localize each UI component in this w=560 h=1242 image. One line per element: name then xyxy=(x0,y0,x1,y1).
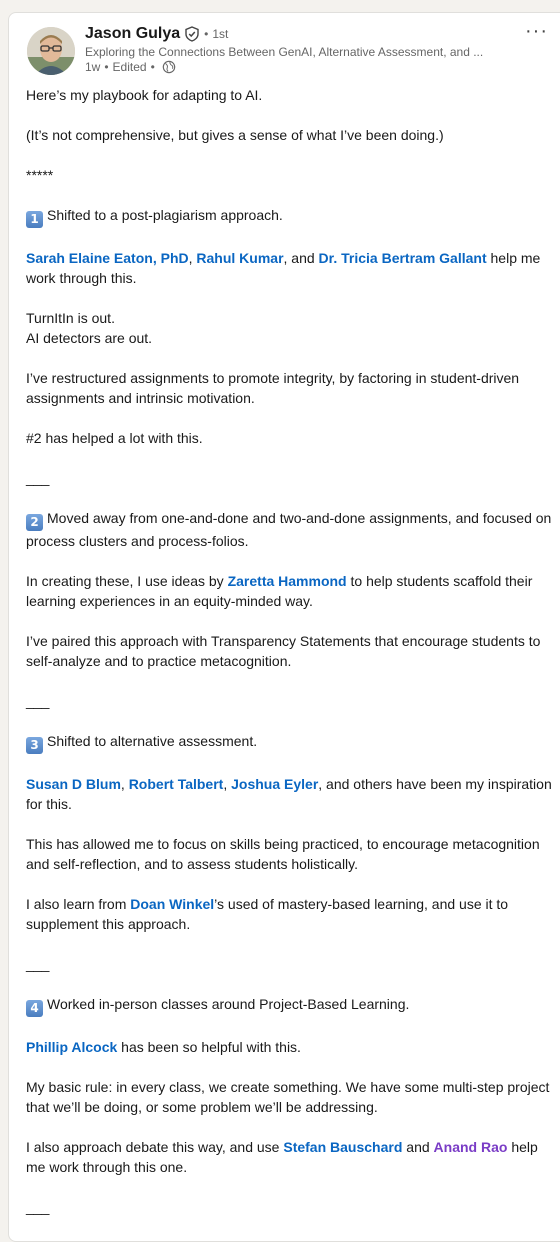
section-separator: ___ xyxy=(26,956,50,972)
text: to help students scaffold their learning experiences in an equity-minded way. xyxy=(26,573,533,609)
section-separator: ___ xyxy=(26,1199,50,1215)
text: In creating these, I use ideas by xyxy=(26,573,228,589)
heading-text: Moved away from one-and-done and two-and-done assignments, and focused on process clusters and process-folios. xyxy=(26,510,552,549)
mention-link[interactable]: Phillip Alcock xyxy=(26,1039,118,1055)
text: help me work through this. xyxy=(26,250,541,286)
keycap-three-icon: 3 xyxy=(26,737,43,754)
mention-link[interactable]: Joshua Eyler xyxy=(231,776,319,792)
verified-shield-icon xyxy=(184,26,200,42)
section-heading xyxy=(26,994,560,1017)
mention-link[interactable]: Sarah Elaine Eaton, PhD xyxy=(26,250,189,266)
keycap-one-icon: 1 xyxy=(26,211,43,228)
post-paragraph: #2 has helped a lot with this. xyxy=(26,430,203,446)
text: I also approach debate this way, and use xyxy=(26,1139,284,1155)
stars-divider: ***** xyxy=(26,167,54,183)
mention-link[interactable]: Susan D Blum xyxy=(26,776,121,792)
text: I also learn from xyxy=(26,896,131,912)
post-line: TurnItIn is out. xyxy=(26,310,115,326)
text: , and xyxy=(283,250,319,266)
post-paragraph xyxy=(26,894,560,934)
section-separator: ___ xyxy=(26,693,50,709)
mention-link[interactable]: Zaretta Hammond xyxy=(227,573,347,589)
keycap-four-icon: 4 xyxy=(26,1000,43,1017)
post-paragraph: Here’s my playbook for adapting to AI. xyxy=(26,87,263,103)
text: , xyxy=(188,250,197,266)
mention-link[interactable]: Dr. Tricia Bertram Gallant xyxy=(318,250,487,266)
keycap-two-icon: 2 xyxy=(26,514,43,531)
post-paragraph: (It’s not comprehensive, but gives a sense of what I’ve been doing.) xyxy=(26,127,444,143)
section-heading xyxy=(26,508,560,551)
post-paragraph: I’ve paired this approach with Transparency Statements that encourage students to self-analyze and to practice metacognition. xyxy=(26,633,541,669)
text: and xyxy=(402,1139,434,1155)
author-name[interactable]: Jason Gulya xyxy=(85,25,181,42)
post-line: AI detectors are out. xyxy=(26,330,153,346)
avatar-photo xyxy=(27,27,75,75)
section-heading xyxy=(26,205,560,228)
connection-degree: 1st xyxy=(212,27,229,41)
text: ’s used of mastery-based learning, and use it to supplement this approach. xyxy=(26,896,509,932)
text: , xyxy=(223,776,232,792)
mention-link[interactable]: Rahul Kumar xyxy=(196,250,284,266)
author-avatar[interactable] xyxy=(27,27,75,75)
mention-link[interactable]: Anand Rao xyxy=(433,1139,508,1155)
post-paragraph xyxy=(26,1037,560,1057)
text: , and others have been my inspiration for this. xyxy=(26,776,552,812)
post-paragraph xyxy=(26,1137,560,1177)
mention-link[interactable]: Robert Talbert xyxy=(128,776,224,792)
section-heading xyxy=(26,731,560,754)
post-time: 1w xyxy=(85,60,101,74)
post-card xyxy=(8,12,560,1242)
post-paragraph xyxy=(26,774,560,814)
post-paragraph xyxy=(26,248,560,288)
heading-text: Shifted to alternative assessment. xyxy=(47,733,258,749)
author-name-row xyxy=(85,25,228,43)
text: , xyxy=(120,776,129,792)
text: has been so helpful with this. xyxy=(117,1039,301,1055)
post-paragraph: My basic rule: in every class, we create something. We have some multi-step project that we’ll be doing, or some problem we’ll be addressing. xyxy=(26,1079,550,1115)
post-paragraph xyxy=(26,571,560,611)
more-options-icon[interactable]: ··· xyxy=(525,20,548,42)
heading-text: Shifted to a post-plagiarism approach. xyxy=(47,207,283,223)
edited-label: Edited xyxy=(112,60,147,74)
mention-link[interactable]: Doan Winkel xyxy=(130,896,215,912)
bullet-separator: • xyxy=(150,60,155,74)
bullet-separator: • xyxy=(204,27,209,41)
post-meta xyxy=(85,60,176,74)
post-paragraph: This has allowed me to focus on skills being practiced, to encourage metacognition and self-reflection, and to assess students holistically. xyxy=(26,836,540,872)
post-body xyxy=(26,85,560,1237)
text: help me work through this one. xyxy=(26,1139,538,1175)
heading-text: Worked in-person classes around Project-Based Learning. xyxy=(47,996,410,1012)
bullet-separator: • xyxy=(104,60,109,74)
section-separator: ___ xyxy=(26,470,50,486)
globe-icon xyxy=(162,60,176,74)
mention-link[interactable]: Stefan Bauschard xyxy=(283,1139,403,1155)
post-paragraph: I’ve restructured assignments to promote integrity, by factoring in student-driven assignments and intrinsic motivation. xyxy=(26,370,520,406)
author-headline: Exploring the Connections Between GenAI, Alternative Assessment, and ... xyxy=(85,45,484,59)
